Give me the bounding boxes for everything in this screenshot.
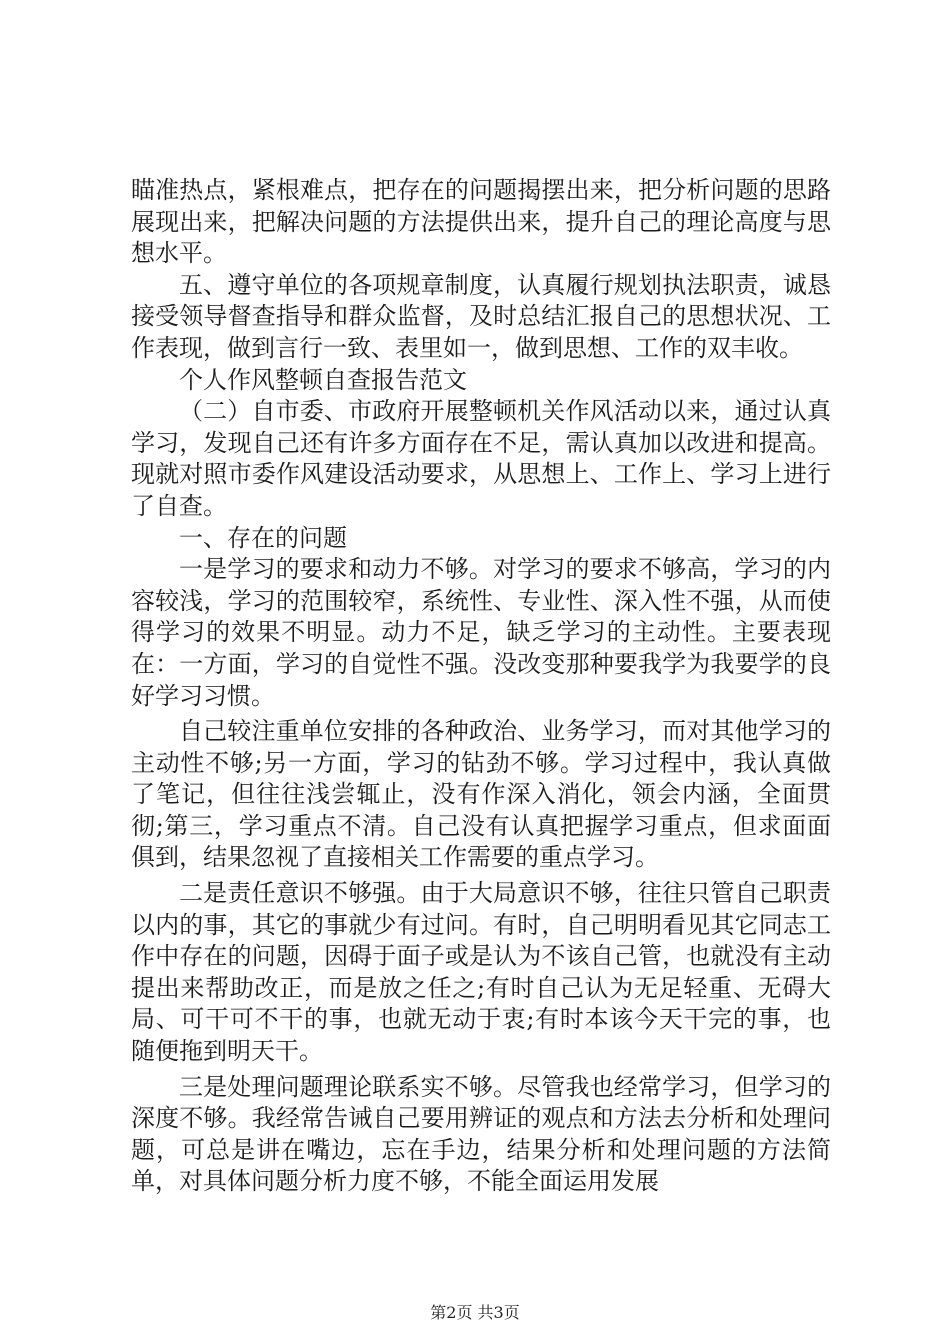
paragraph-problem-one: 一是学习的要求和动力不够。对学习的要求不够高，学习的内容较浅，学习的范围较窄，系统性、专业性、深入性不强，从而使得学习的效果不明显。动力不足，缺乏学习的主动性。主要表现在：一方面，学习的自觉性不强。没改变那种要我学为我要学的良好学习习惯。: [131, 555, 831, 710]
heading-problems: 一、存在的问题: [179, 523, 347, 552]
paragraph-continuation: 瞄准热点，紧根难点，把存在的问题揭摆出来，把分析问题的思路展现出来，把解决问题的方法提供出来，提升自己的理论高度与思想水平。: [131, 176, 831, 268]
paragraph-problem-two: 二是责任意识不够强。由于大局意识不够，往往只管自己职责以内的事，其它的事就少有过问。有时，自己明明看见其它同志工作中存在的问题，因碍于面子或是认为不该自己管，也就没有主动提出来帮助改正，而是放之任之;有时自己认为无足轻重、无碍大局、可干可不干的事，也就无动于衷;有时本该今天干完的事，也随便拖到明天干。: [131, 879, 831, 1066]
paragraph-problem-one-detail: 自己较注重单位安排的各种政治、业务学习，而对其他学习的主动性不够;另一方面，学习的钻劲不够。学习过程中，我认真做了笔记，但往往浅尝辄止，没有作深入消化，领会内涵，全面贯彻;第三，学习重点不清。自己没有认真把握学习重点，但求面面俱到，结果忽视了直接相关工作需要的重点学习。: [131, 717, 831, 872]
section-title: 个人作风整顿自查报告范文: [179, 365, 467, 394]
paragraph-intro: （二）自市委、市政府开展整顿机关作风活动以来，通过认真学习，发现自己还有许多方面存在不足，需认真加以改进和提高。现就对照市委作风建设活动要求，从思想上、工作上、学习上进行了自查。: [131, 397, 831, 520]
page-number-footer: 第2页 共3页: [430, 1303, 520, 1322]
paragraph-item-five: 五、遵守单位的各项规章制度，认真履行规划执法职责，诚恳接受领导督查指导和群众监督，及时总结汇报自己的思想状况、工作表现，做到言行一致、表里如一，做到思想、工作的双丰收。: [131, 270, 831, 362]
document-body: [131, 175, 831, 1198]
paragraph-problem-three: 三是处理问题理论联系实不够。尽管我也经常学习，但学习的深度不够。我经常告诫自己要用辨证的观点和方法去分析和处理问题，可总是讲在嘴边，忘在手边，结果分析和处理问题的方法简单，对具体问题分析力度不够，不能全面运用发展: [131, 1072, 831, 1196]
